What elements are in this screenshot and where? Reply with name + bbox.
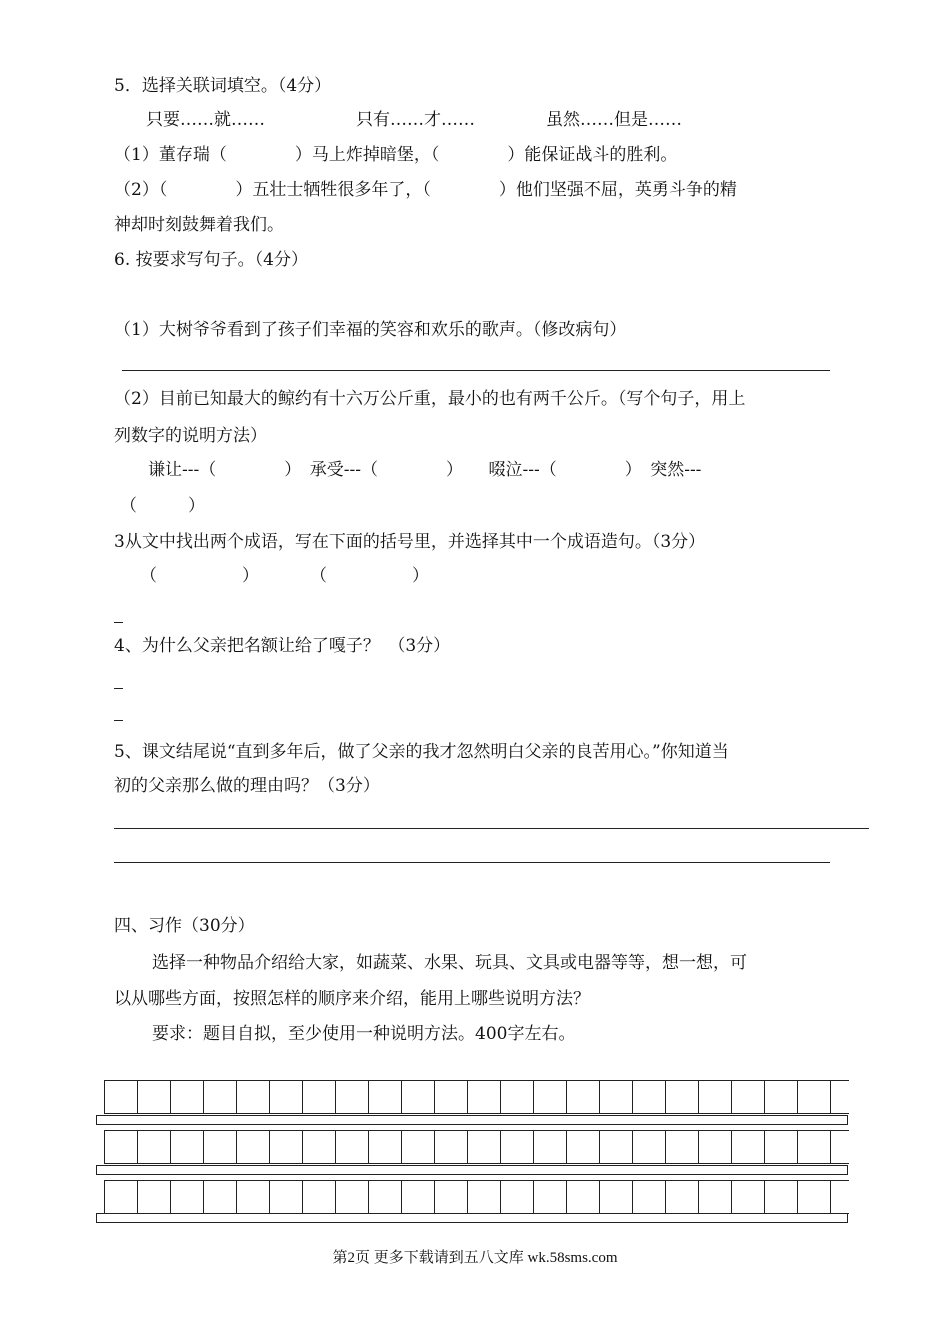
r4-title: 4、为什么父亲把名额让给了嘎子？ （3分） [114,636,451,656]
grid-cell[interactable] [798,1131,831,1163]
grid-cell[interactable] [435,1181,468,1213]
grid-cell[interactable] [501,1181,534,1213]
q5-title: 5．选择关联词填空。（4分） [114,76,332,96]
grid-cell[interactable] [237,1131,270,1163]
answer-dash [114,720,123,721]
grid-cell[interactable] [402,1131,435,1163]
grid-cell[interactable] [567,1081,600,1113]
grid-cell[interactable] [699,1181,732,1213]
r3-blanks: （ ） （ ） [140,566,429,586]
answer-dash [114,688,123,689]
grid-cell[interactable] [171,1181,204,1213]
grid-cell[interactable] [600,1131,633,1163]
grid-cell[interactable] [204,1081,237,1113]
grid-cell[interactable] [600,1081,633,1113]
grid-cell[interactable] [468,1131,501,1163]
grid-cell[interactable] [336,1131,369,1163]
grid-cell[interactable] [765,1131,798,1163]
q6-title: 6. 按要求写句子。（4分） [114,250,308,270]
grid-cell[interactable] [732,1181,765,1213]
antonyms-tail: （ ） [120,496,205,516]
grid-cell[interactable] [402,1081,435,1113]
grid-cell[interactable] [171,1081,204,1113]
q5-item-1: （1）董存瑞（ ）马上炸掉暗堡，（ ）能保证战斗的胜利。 [114,145,678,165]
writing-grid-row[interactable] [104,1180,849,1214]
q5-item-2a: （2）（ ）五壮士牺牲很多年了，（ ）他们坚强不屈，英勇斗争的精 [114,180,737,200]
grid-cell[interactable] [534,1081,567,1113]
answer-dash [114,622,123,623]
grid-cell[interactable] [732,1131,765,1163]
grid-spacer [96,1213,848,1223]
grid-cell[interactable] [501,1131,534,1163]
grid-cell[interactable] [171,1131,204,1163]
grid-cell[interactable] [369,1131,402,1163]
q6-item-1: （1）大树爷爷看到了孩子们幸福的笑容和欢乐的歌声。（修改病句） [114,320,627,340]
grid-cell[interactable] [567,1181,600,1213]
grid-cell[interactable] [369,1081,402,1113]
grid-cell[interactable] [633,1181,666,1213]
grid-cell[interactable] [402,1181,435,1213]
grid-cell[interactable] [435,1081,468,1113]
writing-grid-row[interactable] [104,1080,849,1114]
essay-prompt-a: 选择一种物品介绍给大家，如蔬菜、水果、玩具、文具或电器等等，想一想，可 [152,953,747,973]
q6-item-2b: 列数字的说明方法） [114,426,267,446]
grid-cell[interactable] [138,1181,171,1213]
grid-cell[interactable] [435,1131,468,1163]
grid-cell[interactable] [765,1081,798,1113]
grid-cell[interactable] [501,1081,534,1113]
essay-heading: 四、习作（30分） [114,916,255,936]
q5-option-1: 只要……就…… [146,110,265,130]
essay-prompt-b: 以从哪些方面，按照怎样的顺序来介绍，能用上哪些说明方法？ [114,989,590,1009]
grid-cell[interactable] [303,1081,336,1113]
grid-cell[interactable] [105,1181,138,1213]
grid-cell[interactable] [138,1131,171,1163]
r5-title-b: 初的父亲那么做的理由吗？（3分） [114,776,380,796]
grid-cell[interactable] [633,1081,666,1113]
writing-grid-row[interactable] [104,1130,849,1164]
q5-item-2b: 神却时刻鼓舞着我们。 [114,215,284,235]
grid-cell[interactable] [270,1131,303,1163]
grid-cell[interactable] [204,1131,237,1163]
grid-spacer [96,1165,848,1175]
grid-cell[interactable] [534,1131,567,1163]
page-footer: 第2页 更多下载请到五八文库 wk.58sms.com [332,1250,618,1266]
grid-cell[interactable] [369,1181,402,1213]
grid-spacer [96,1115,848,1125]
grid-cell[interactable] [798,1081,831,1113]
grid-cell[interactable] [105,1081,138,1113]
grid-cell[interactable] [303,1181,336,1213]
grid-cell[interactable] [204,1181,237,1213]
grid-cell[interactable] [237,1181,270,1213]
grid-cell[interactable] [468,1181,501,1213]
q6-item-2a: （2）目前已知最大的鲸约有十六万公斤重，最小的也有两千公斤。（写个句子，用上 [114,389,746,409]
grid-cell[interactable] [468,1081,501,1113]
antonyms-row: 谦让---（ ） 承受---（ ） 啜泣---（ ） 突然--- [148,460,702,480]
essay-requirement: 要求：题目自拟，至少使用一种说明方法。400字左右。 [152,1024,576,1044]
answer-line [122,370,830,371]
grid-cell[interactable] [666,1081,699,1113]
grid-cell[interactable] [699,1081,732,1113]
grid-cell[interactable] [699,1131,732,1163]
grid-cell[interactable] [336,1181,369,1213]
grid-cell[interactable] [336,1081,369,1113]
grid-cell[interactable] [270,1081,303,1113]
grid-cell[interactable] [138,1081,171,1113]
grid-cell[interactable] [270,1181,303,1213]
r5-title-a: 5、课文结尾说“直到多年后，做了父亲的我才忽然明白父亲的良苦用心。”你知道当 [114,742,729,762]
grid-cell[interactable] [633,1131,666,1163]
grid-cell[interactable] [567,1131,600,1163]
r3-title: 3从文中找出两个成语，写在下面的括号里，并选择其中一个成语造句。（3分） [114,532,706,552]
answer-line [114,862,830,863]
q5-option-3: 虽然……但是…… [546,110,682,130]
q5-option-2: 只有……才…… [356,110,475,130]
grid-cell[interactable] [105,1131,138,1163]
answer-line [114,828,869,829]
grid-cell[interactable] [600,1181,633,1213]
grid-cell[interactable] [765,1181,798,1213]
grid-cell[interactable] [303,1131,336,1163]
grid-cell[interactable] [798,1181,831,1213]
grid-cell[interactable] [666,1181,699,1213]
grid-cell[interactable] [237,1081,270,1113]
grid-cell[interactable] [732,1081,765,1113]
grid-cell[interactable] [666,1131,699,1163]
grid-cell[interactable] [534,1181,567,1213]
